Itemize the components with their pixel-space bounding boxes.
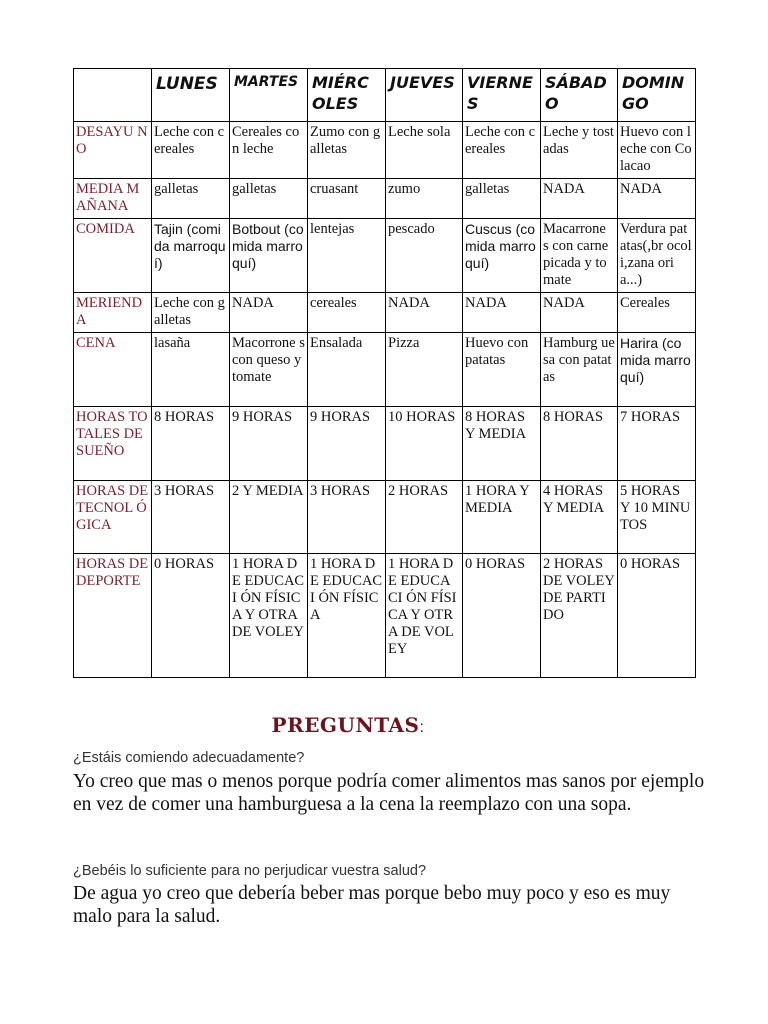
- cell: 1 HORA DE EDUCACI ÓN FÍSICA Y OTRA DE VOLEY: [230, 554, 308, 678]
- cell: 2 HORAS: [386, 481, 463, 554]
- cell: Macarrone s con carne picada y tomate: [541, 219, 618, 293]
- header-viernes: VIERNE S: [463, 69, 541, 122]
- cell: NADA: [541, 179, 618, 219]
- row-merienda: [74, 293, 696, 333]
- cell: NADA: [541, 293, 618, 333]
- cell: Hamburg uesa con patatas: [541, 333, 618, 407]
- row-comida: [74, 219, 696, 293]
- cell: 5 HORAS Y 10 MINUTOS: [618, 481, 696, 554]
- preguntas-title-text: PREGUNTAS: [271, 713, 420, 737]
- cell: 1 HORA DE EDUCACI ÓN FÍSICA: [308, 554, 386, 678]
- cell: Pizza: [386, 333, 463, 407]
- cell: Cuscus (comida marroquí): [463, 219, 541, 293]
- row-horas-tecnologica: [74, 481, 696, 554]
- cell: Leche con cereales: [152, 122, 230, 179]
- row-horas-deporte: [74, 554, 696, 678]
- row-desayuno: [74, 122, 696, 179]
- cell: Leche con galletas: [152, 293, 230, 333]
- weekly-schedule-table: [73, 68, 696, 678]
- row-horas-sueno: [74, 407, 696, 481]
- cell: NADA: [230, 293, 308, 333]
- cell: 2 HORAS DE VOLEY DE PARTIDO: [541, 554, 618, 678]
- cell: 3 HORAS: [152, 481, 230, 554]
- cell: 7 HORAS: [618, 407, 696, 481]
- cell: NADA: [463, 293, 541, 333]
- cell: lasaña: [152, 333, 230, 407]
- header-miercoles: MIÉRC OLES: [308, 69, 386, 122]
- cell: 4 HORAS Y MEDIA: [541, 481, 618, 554]
- cell: pescado: [386, 219, 463, 293]
- cell: 1 HORA Y MEDIA: [463, 481, 541, 554]
- preguntas-colon: :: [419, 719, 425, 736]
- header-row: [74, 69, 696, 122]
- cell: 3 HORAS: [308, 481, 386, 554]
- header-martes: MARTES: [230, 69, 308, 122]
- row-label: MERIEND A: [74, 293, 152, 333]
- cell: Tajin (comida marroquí): [152, 219, 230, 293]
- row-label: HORAS DE TECNOL ÓGICA: [74, 481, 152, 554]
- cell: Botbout (comida marroquí): [230, 219, 308, 293]
- cell: cereales: [308, 293, 386, 333]
- cell: zumo: [386, 179, 463, 219]
- header-corner: [74, 69, 152, 122]
- row-label: DESAYU NO: [74, 122, 152, 179]
- cell: cruasant: [308, 179, 386, 219]
- question-2: ¿Bebéis lo suficiente para no perjudicar vuestra salud?: [73, 863, 427, 879]
- cell: 0 HORAS: [618, 554, 696, 678]
- preguntas-heading: [0, 713, 696, 737]
- cell: Leche sola: [386, 122, 463, 179]
- question-1: ¿Estáis comiendo adecuadamente?: [73, 750, 305, 766]
- row-label: HORAS TOTALES DE SUEÑO: [74, 407, 152, 481]
- cell: NADA: [618, 179, 696, 219]
- cell: Huevo con leche con Colacao: [618, 122, 696, 179]
- row-label: COMIDA: [74, 219, 152, 293]
- cell: 8 HORAS: [152, 407, 230, 481]
- header-lunes: LUNES: [152, 69, 230, 122]
- cell: lentejas: [308, 219, 386, 293]
- cell: Ensalada: [308, 333, 386, 407]
- cell: Macorrone s con queso y tomate: [230, 333, 308, 407]
- cell: Zumo con galletas: [308, 122, 386, 179]
- row-media-manana: [74, 179, 696, 219]
- answer-1: Yo creo que mas o menos porque podría comer alimentos mas sanos por ejemplo en vez de comer una hamburguesa a la cena la reemplazo con una sopa.: [73, 771, 705, 815]
- cell: 9 HORAS: [230, 407, 308, 481]
- cell: 10 HORAS: [386, 407, 463, 481]
- cell: galletas: [463, 179, 541, 219]
- row-label: MEDIA MAÑANA: [74, 179, 152, 219]
- cell: Leche con cereales: [463, 122, 541, 179]
- header-jueves: JUEVES: [386, 69, 463, 122]
- cell: galletas: [230, 179, 308, 219]
- header-sabado: SÁBAD O: [541, 69, 618, 122]
- cell: Cereales: [618, 293, 696, 333]
- cell: Cereales con leche: [230, 122, 308, 179]
- header-domingo: DOMIN GO: [618, 69, 696, 122]
- cell: 8 HORAS Y MEDIA: [463, 407, 541, 481]
- cell: 1 HORA DE EDUCACI ÓN FÍSICA Y OTRA DE VOLEY: [386, 554, 463, 678]
- cell: Harira (comida marroquí): [618, 333, 696, 407]
- cell: NADA: [386, 293, 463, 333]
- cell: 0 HORAS: [463, 554, 541, 678]
- cell: 0 HORAS: [152, 554, 230, 678]
- cell: 2 Y MEDIA: [230, 481, 308, 554]
- cell: galletas: [152, 179, 230, 219]
- cell: Huevo con patatas: [463, 333, 541, 407]
- cell: 9 HORAS: [308, 407, 386, 481]
- answer-2: De agua yo creo que debería beber mas porque bebo muy poco y eso es muy malo para la salud.: [73, 883, 671, 927]
- row-label: HORAS DE DEPORTE: [74, 554, 152, 678]
- row-cena: [74, 333, 696, 407]
- row-label: CENA: [74, 333, 152, 407]
- cell: Leche y tostadas: [541, 122, 618, 179]
- cell: 8 HORAS: [541, 407, 618, 481]
- cell: Verdura patatas(,br ocoli,zana oria...): [618, 219, 696, 293]
